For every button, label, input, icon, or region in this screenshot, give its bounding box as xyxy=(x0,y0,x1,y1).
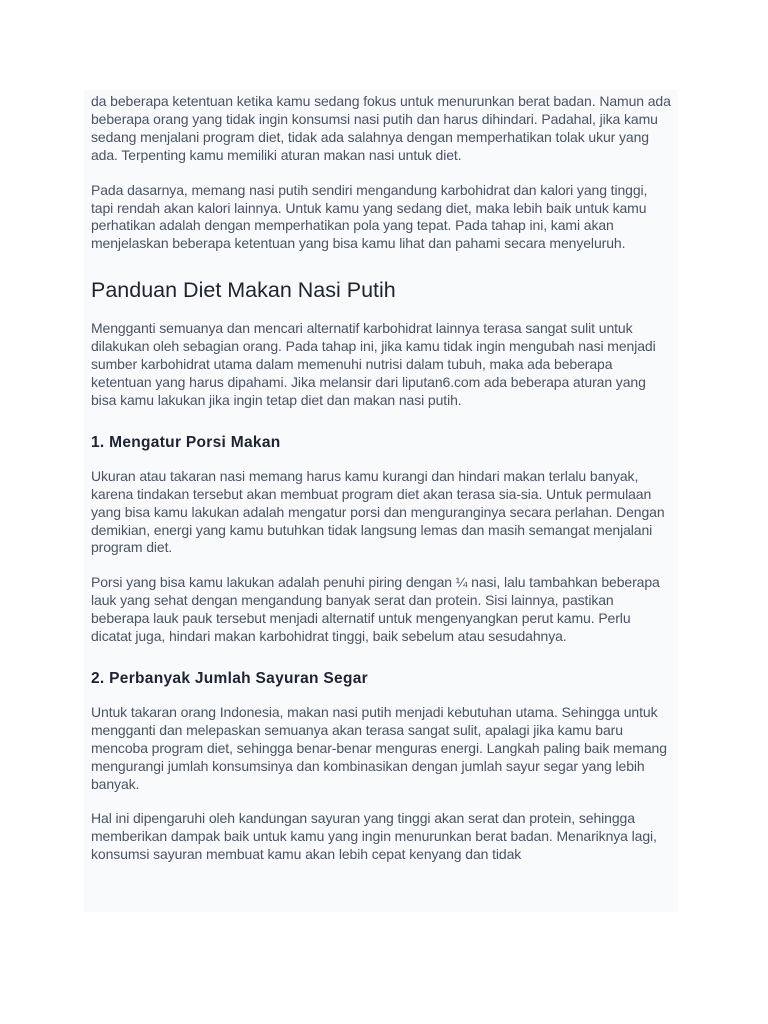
section2-paragraph-1: Untuk takaran orang Indonesia, makan nasi putih menjadi kebutuhan utama. Sehingga untuk mengganti dan melepaskan semuanya akan terasa sangat sulit, apalagi jika kamu baru mencoba program diet, sehingga benar-benar menguras energi. Langkah paling baik memang mengurangi jumlah konsumsinya dan kombinasikan dengan jumlah sayur segar yang lebih banyak. xyxy=(91,703,667,792)
subheading-1: 1. Mengatur Porsi Makan xyxy=(91,433,281,451)
intro-paragraph-1: da beberapa ketentuan ketika kamu sedang fokus untuk menurunkan berat badan. Namun ada beberapa orang yang tidak ingin konsumsi nasi putih dan harus dihindari. Padahal, jika kamu sedang menjalani program diet, tidak ada salahnya dengan memperhatikan tolak ukur yang ada. Terpenting kamu memiliki aturan makan nasi untuk diet. xyxy=(91,93,671,163)
section-heading: Panduan Diet Makan Nasi Putih xyxy=(91,278,396,303)
article-body xyxy=(84,90,678,864)
section1-paragraph-2: Porsi yang bisa kamu lakukan adalah penuhi piring dengan ¼ nasi, lalu tambahkan beberapa lauk yang sehat dengan mengandung banyak serat dan protein. Sisi lainnya, pastikan beberapa lauk pauk tersebut menjadi alternatif untuk mengenyangkan perut kamu. Perlu dicatat juga, hindari makan karbohidrat tinggi, baik sebelum atau sesudahnya. xyxy=(91,574,660,645)
section1-paragraph-1: Ukuran atau takaran nasi memang harus kamu kurangi dan hindari makan terlalu banyak, karena tindakan tersebut akan membuat program diet akan terasa sia-sia. Untuk permulaan yang bisa kamu lakukan adalah mengatur porsi dan menguranginya secara perlahan. Dengan demikian, energi yang kamu butuhkan tidak langsung lemas dan masih semangat menjalani program diet. xyxy=(91,467,665,556)
subheading-2: 2. Perbanyak Jumlah Sayuran Segar xyxy=(91,669,368,687)
document-page xyxy=(84,90,678,912)
heading-paragraph: Mengganti semuanya dan mencari alternatif karbohidrat lainnya terasa sangat sulit untuk dilakukan oleh sebagian orang. Pada tahap ini, jika kamu tidak ingin mengubah nasi menjadi sumber karbohidrat utama dalam memenuhi nutrisi dalam tubuh, maka ada beberapa ketentuan yang harus dipahami. Jika melansir dari liputan6.com ada beberapa aturan yang bisa kamu lakukan jika ingin tetap diet dan makan nasi putih. xyxy=(91,320,656,408)
section2-paragraph-2: Hal ini dipengaruhi oleh kandungan sayuran yang tinggi akan serat dan protein, sehingga memberikan dampak baik untuk kamu yang ingin menurunkan berat badan. Menariknya lagi, konsumsi sayuran membuat kamu akan lebih cepat kenyang dan tidak xyxy=(91,810,657,863)
intro-paragraph-2: Pada dasarnya, memang nasi putih sendiri mengandung karbohidrat dan kalori yang tinggi, tapi rendah akan kalori lainnya. Untuk kamu yang sedang diet, maka lebih baik untuk kamu perhatikan adalah dengan memperhatikan pola yang tepat. Pada tahap ini, kami akan menjelaskan beberapa ketentuan yang bisa kamu lihat dan pahami secara menyeluruh. xyxy=(91,181,648,252)
